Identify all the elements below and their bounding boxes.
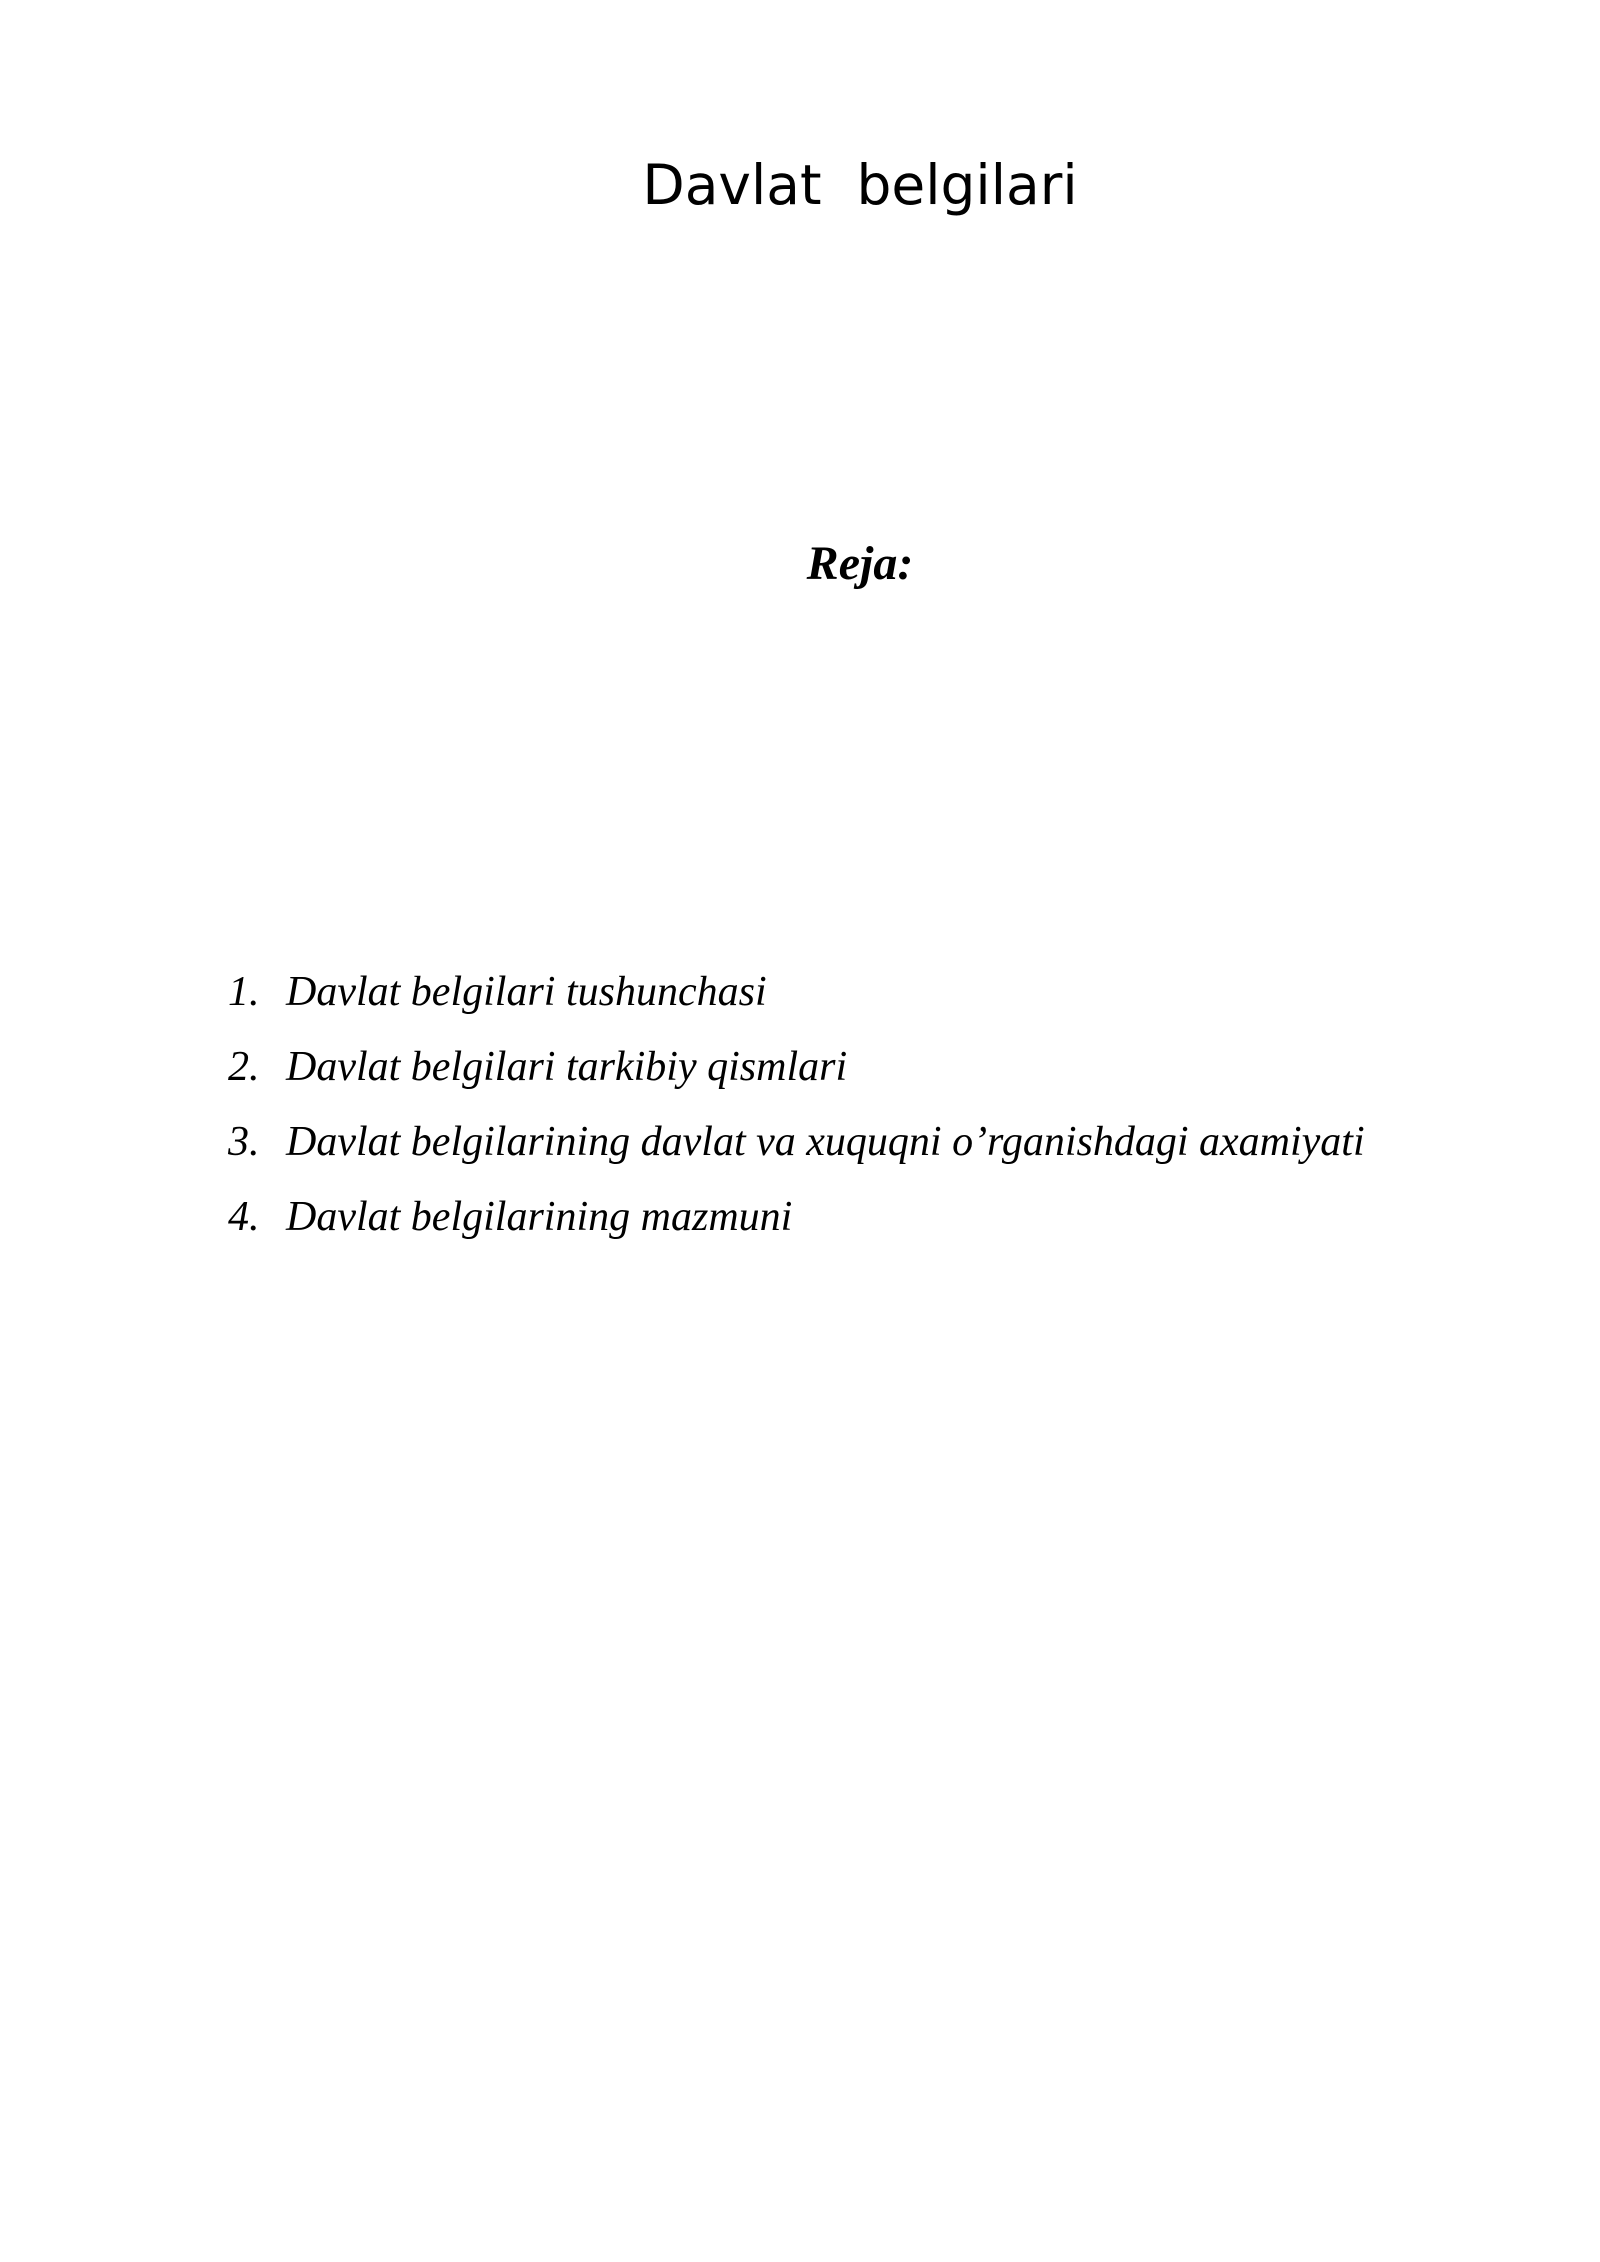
plan-item-text: Davlat belgilari tarkibiy qismlari: [286, 1044, 848, 1090]
document-title: Davlat belgilari: [642, 153, 1078, 217]
plan-item: [228, 1117, 1365, 1192]
plan-list: [228, 967, 1365, 1267]
plan-heading: Reja:: [806, 537, 914, 590]
plan-item-text: Davlat belgilari tushunchasi: [286, 969, 767, 1015]
plan-item: [228, 967, 1365, 1042]
plan-item-number: 3.: [228, 1119, 260, 1165]
plan-item-text: Davlat belgilarining mazmuni: [286, 1194, 793, 1240]
plan-item: [228, 1042, 1365, 1117]
plan-item-number: 1.: [228, 969, 260, 1015]
plan-item: [228, 1192, 1365, 1267]
plan-item-number: 2.: [228, 1044, 260, 1090]
plan-item-text: Davlat belgilarining davlat va xuquqni o’rganishdagi axamiyati: [286, 1119, 1365, 1165]
plan-item-number: 4.: [228, 1194, 260, 1240]
